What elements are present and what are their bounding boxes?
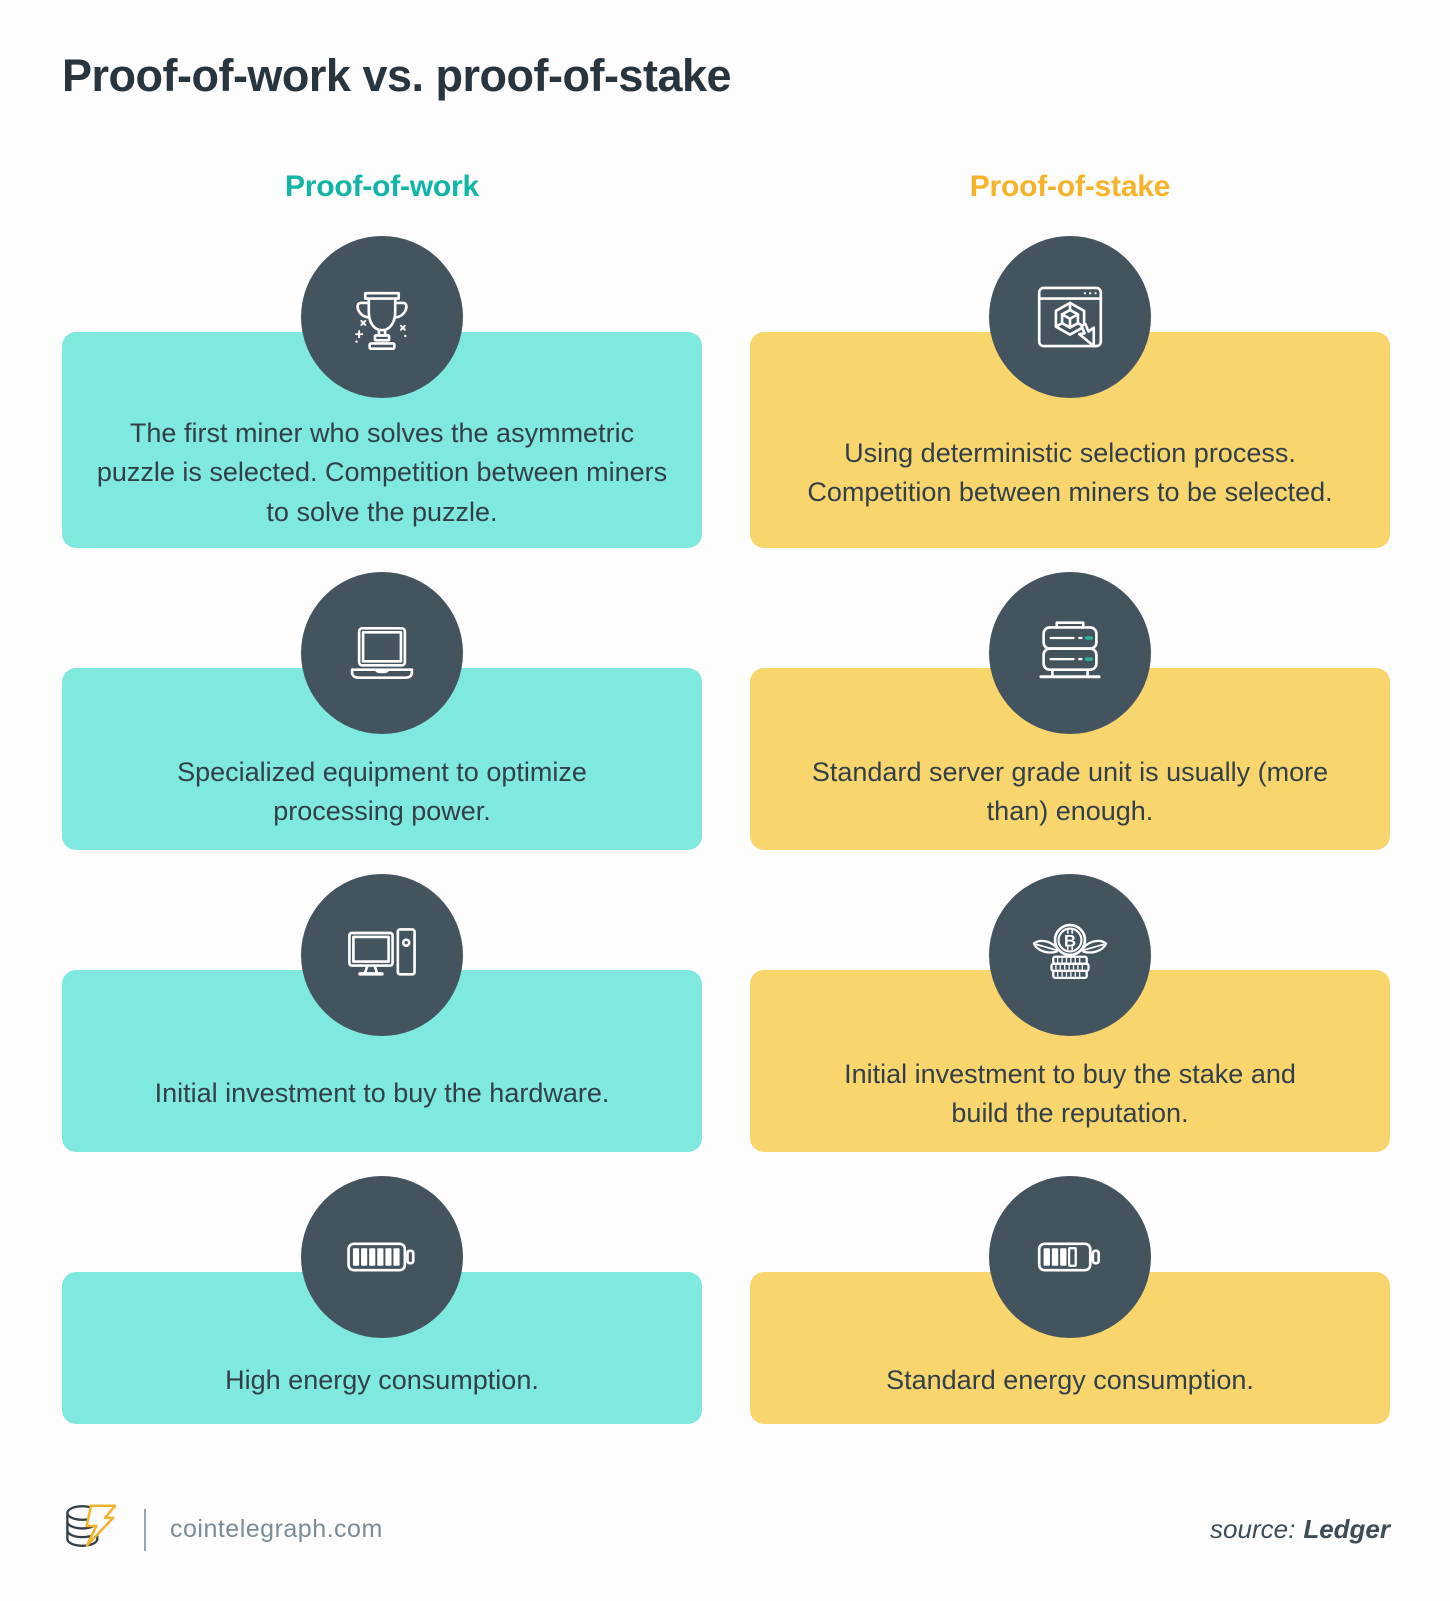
pow-card-equipment-text: Specialized equipment to optimize processing power. xyxy=(177,756,587,826)
pos-card-equipment-text: Standard server grade unit is usually (more than) enough. xyxy=(811,756,1329,826)
battery-full-icon xyxy=(301,1176,463,1338)
pow-cell-selection xyxy=(62,236,702,548)
battery-partial-icon xyxy=(989,1176,1151,1338)
column-proof-of-work xyxy=(62,170,702,1424)
comparison-grid xyxy=(62,170,1390,1424)
pow-card-energy-text: High energy consumption. xyxy=(225,1365,539,1396)
brand-divider xyxy=(144,1509,146,1551)
pos-cell-energy xyxy=(750,1176,1390,1424)
bitcoin-stake-icon xyxy=(989,874,1151,1036)
pos-cell-selection xyxy=(750,236,1390,548)
brand-domain: cointelegraph.com xyxy=(170,1515,383,1543)
footer xyxy=(62,1500,1390,1559)
pos-cell-investment xyxy=(750,874,1390,1152)
desktop-computer-icon xyxy=(301,874,463,1036)
pow-card-selection-text: The first miner who solves the asymmetric puzzle is selected. Competition between miners to solve the puzzle. xyxy=(96,418,668,527)
source-credit xyxy=(1210,1514,1390,1545)
column-header-proof-of-work: Proof-of-work xyxy=(284,170,480,203)
pos-card-investment-text: Initial investment to buy the stake and build the reputation. xyxy=(844,1058,1296,1128)
browser-cube-icon xyxy=(989,236,1151,398)
page-title: Proof-of-work vs. proof-of-stake xyxy=(62,50,732,101)
column-header-proof-of-stake: Proof-of-stake xyxy=(969,170,1171,203)
source-name: Ledger xyxy=(1303,1514,1390,1544)
cointelegraph-logo xyxy=(62,1500,120,1559)
pos-card-energy-text: Standard energy consumption. xyxy=(886,1365,1254,1396)
source-label: source: xyxy=(1210,1514,1296,1544)
pow-cell-equipment xyxy=(62,572,702,850)
trophy-icon xyxy=(301,236,463,398)
svg-text:B: B xyxy=(1063,931,1077,951)
server-icon xyxy=(989,572,1151,734)
laptop-icon xyxy=(301,572,463,734)
pow-card-investment-text: Initial investment to buy the hardware. xyxy=(154,1078,610,1109)
pow-cell-energy xyxy=(62,1176,702,1424)
pos-card-selection-text: Using deterministic selection process. Competition between miners to be selected. xyxy=(807,437,1333,507)
column-proof-of-stake xyxy=(750,170,1390,1424)
pow-cell-investment xyxy=(62,874,702,1152)
brand xyxy=(62,1500,383,1559)
pos-cell-equipment xyxy=(750,572,1390,850)
